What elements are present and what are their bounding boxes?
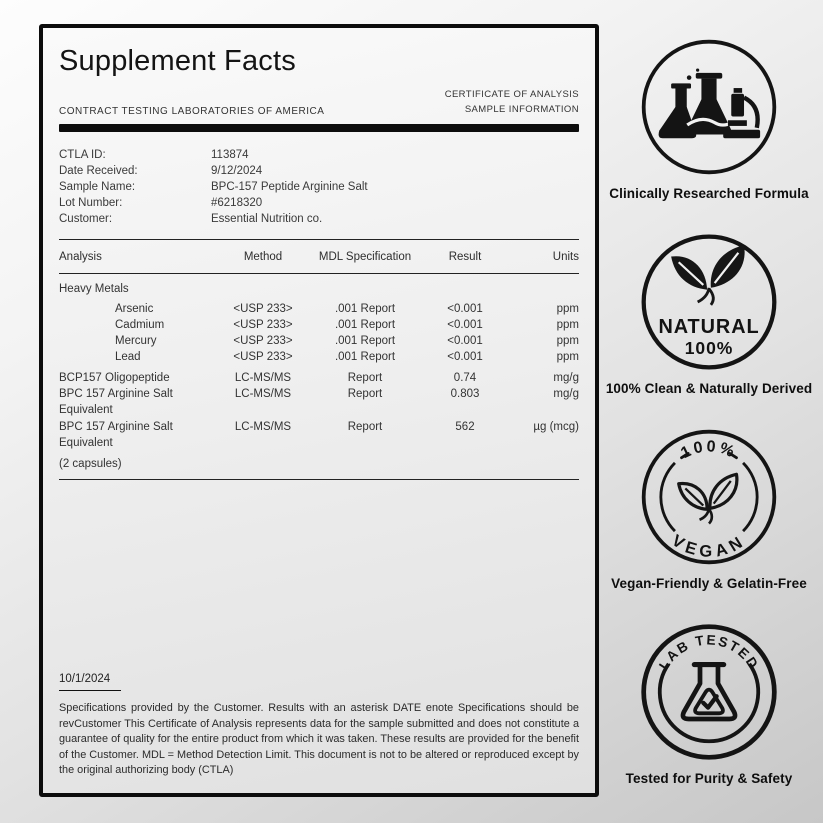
col-header-units: Units [552, 251, 579, 263]
badge-label: 100% Clean & Naturally Derived [605, 381, 813, 396]
cell-mdl: Report [347, 371, 383, 384]
cell-mdl: Report [347, 420, 383, 433]
cell-units: ppm [556, 335, 579, 348]
badge-natural-100 [606, 231, 812, 396]
col-header-result: Result [448, 251, 482, 263]
natural-text: NATURAL [658, 316, 760, 339]
vegan-leaves-icon [638, 426, 780, 568]
natural-leaves-icon [638, 231, 780, 373]
vegan-arc-bottom-text: VEGAN [668, 530, 750, 561]
cell-analysis: BCP157 Oligopeptide [59, 371, 170, 384]
signature-date: 10/1/2024 [59, 673, 111, 686]
cell-mdl: .001 Report [334, 335, 396, 348]
cell-units: ppm [556, 302, 579, 315]
info-label: Customer: [59, 213, 113, 225]
vegan-arc-top-text: 100% [677, 437, 740, 463]
header-divider-bar [59, 124, 579, 132]
cell-result: <0.001 [447, 318, 483, 331]
table-row [59, 301, 579, 317]
table-row [59, 419, 579, 452]
cell-result: <0.001 [447, 351, 483, 364]
section-title: Heavy Metals [59, 283, 129, 296]
table-section-heavy-metals [59, 281, 579, 297]
cell-units: ppm [556, 351, 579, 364]
lab-name: CONTRACT TESTING LABORATORIES OF AMERICA [59, 106, 325, 117]
badge-label: Vegan-Friendly & Gelatin-Free [611, 576, 807, 591]
cell-mdl: .001 Report [334, 318, 396, 331]
info-label: Date Received: [59, 165, 138, 177]
disclaimer-text: Specifications provided by the Customer. Results with an asterisk DATE enote Specifications should be revCustomer This Certificate of Analysis represents data for the sample submitted and does not constitute a guarantee of quality for the entire product from which it was taken. These results are provided for the benefit of the Customer. MDL = Method Detection Limit. This document is not to be altered or reproduced except by the original authorizing body (CTLA) [59, 702, 579, 777]
cell-method: LC-MS/MS [234, 420, 292, 433]
info-row-sample-name [59, 179, 579, 195]
info-value: BPC-157 Peptide Arginine Salt [211, 181, 368, 193]
cell-units: µg (mcg) [533, 420, 579, 433]
badge-100-vegan [606, 426, 812, 591]
cell-method: <USP 233> [233, 302, 293, 315]
cell-analysis: Cadmium [115, 318, 165, 331]
badge-lab-tested [606, 621, 812, 786]
table-row [59, 333, 579, 349]
cell-analysis: BPC 157 Arginine Salt Equivalent [59, 420, 173, 449]
lab-tested-arc-text: LAB TESTED [656, 632, 762, 673]
badge-label: Tested for Purity & Safety [625, 771, 793, 786]
page-title: Supplement Facts [59, 45, 296, 77]
info-row-ctla-id [59, 147, 579, 163]
info-value: 9/12/2024 [211, 165, 263, 177]
signature-underline [59, 690, 121, 691]
badge-clinically-researched [606, 36, 812, 201]
info-value: #6218320 [211, 197, 263, 209]
info-label: Lot Number: [59, 197, 123, 209]
lab-flasks-icon [638, 36, 780, 178]
certificate-type-line2: SAMPLE INFORMATION [464, 103, 579, 115]
cell-units: mg/g [553, 371, 579, 384]
rule-below-table-header [59, 273, 579, 274]
cell-analysis: BPC 157 Arginine Salt Equivalent [59, 388, 173, 417]
cell-method: LC-MS/MS [234, 388, 292, 401]
cell-analysis: Mercury [115, 335, 157, 348]
cell-method: <USP 233> [233, 335, 293, 348]
cell-analysis: Arsenic [115, 302, 154, 315]
certificate-card [39, 24, 599, 797]
cell-mdl: Report [347, 388, 383, 401]
table-row [59, 370, 579, 386]
cell-result: 562 [455, 420, 475, 433]
sample-information [59, 147, 579, 227]
cell-mdl: .001 Report [334, 351, 396, 364]
cell-units: mg/g [553, 388, 579, 401]
table-footnote: (2 capsules) [59, 458, 122, 471]
info-row-lot-number [59, 195, 579, 211]
info-value: Essential Nutrition co. [211, 213, 323, 225]
info-row-date-received [59, 163, 579, 179]
info-label: Sample Name: [59, 181, 136, 193]
cell-mdl: .001 Report [334, 302, 396, 315]
lab-tested-flask-icon [638, 621, 780, 763]
blank-space [59, 480, 579, 673]
table-header-row [59, 240, 579, 273]
col-header-analysis: Analysis [59, 251, 102, 263]
table-row [59, 317, 579, 333]
cell-result: <0.001 [447, 302, 483, 315]
table-row [59, 386, 579, 419]
certificate-header [59, 88, 579, 117]
cell-analysis: Lead [115, 351, 141, 364]
cell-units: ppm [556, 318, 579, 331]
cell-result: 0.803 [450, 388, 480, 401]
col-header-mdl: MDL Specification [318, 251, 412, 263]
svg-text:100% [678, 437, 740, 462]
cell-result: 0.74 [453, 371, 477, 384]
info-row-customer [59, 211, 579, 227]
info-value: 113874 [211, 149, 249, 161]
badge-label: Clinically Researched Formula [609, 186, 809, 201]
natural-100-text: 100% [684, 338, 734, 359]
cell-method: <USP 233> [233, 351, 293, 364]
analysis-table [59, 240, 579, 480]
certificate-type-line1: CERTIFICATE OF ANALYSIS [444, 89, 579, 100]
cell-method: <USP 233> [233, 318, 293, 331]
col-header-method: Method [243, 251, 283, 263]
table-row [59, 349, 579, 365]
certificate-type [445, 88, 579, 117]
info-label: CTLA ID: [59, 149, 106, 161]
cell-result: <0.001 [447, 335, 483, 348]
cell-method: LC-MS/MS [234, 371, 292, 384]
